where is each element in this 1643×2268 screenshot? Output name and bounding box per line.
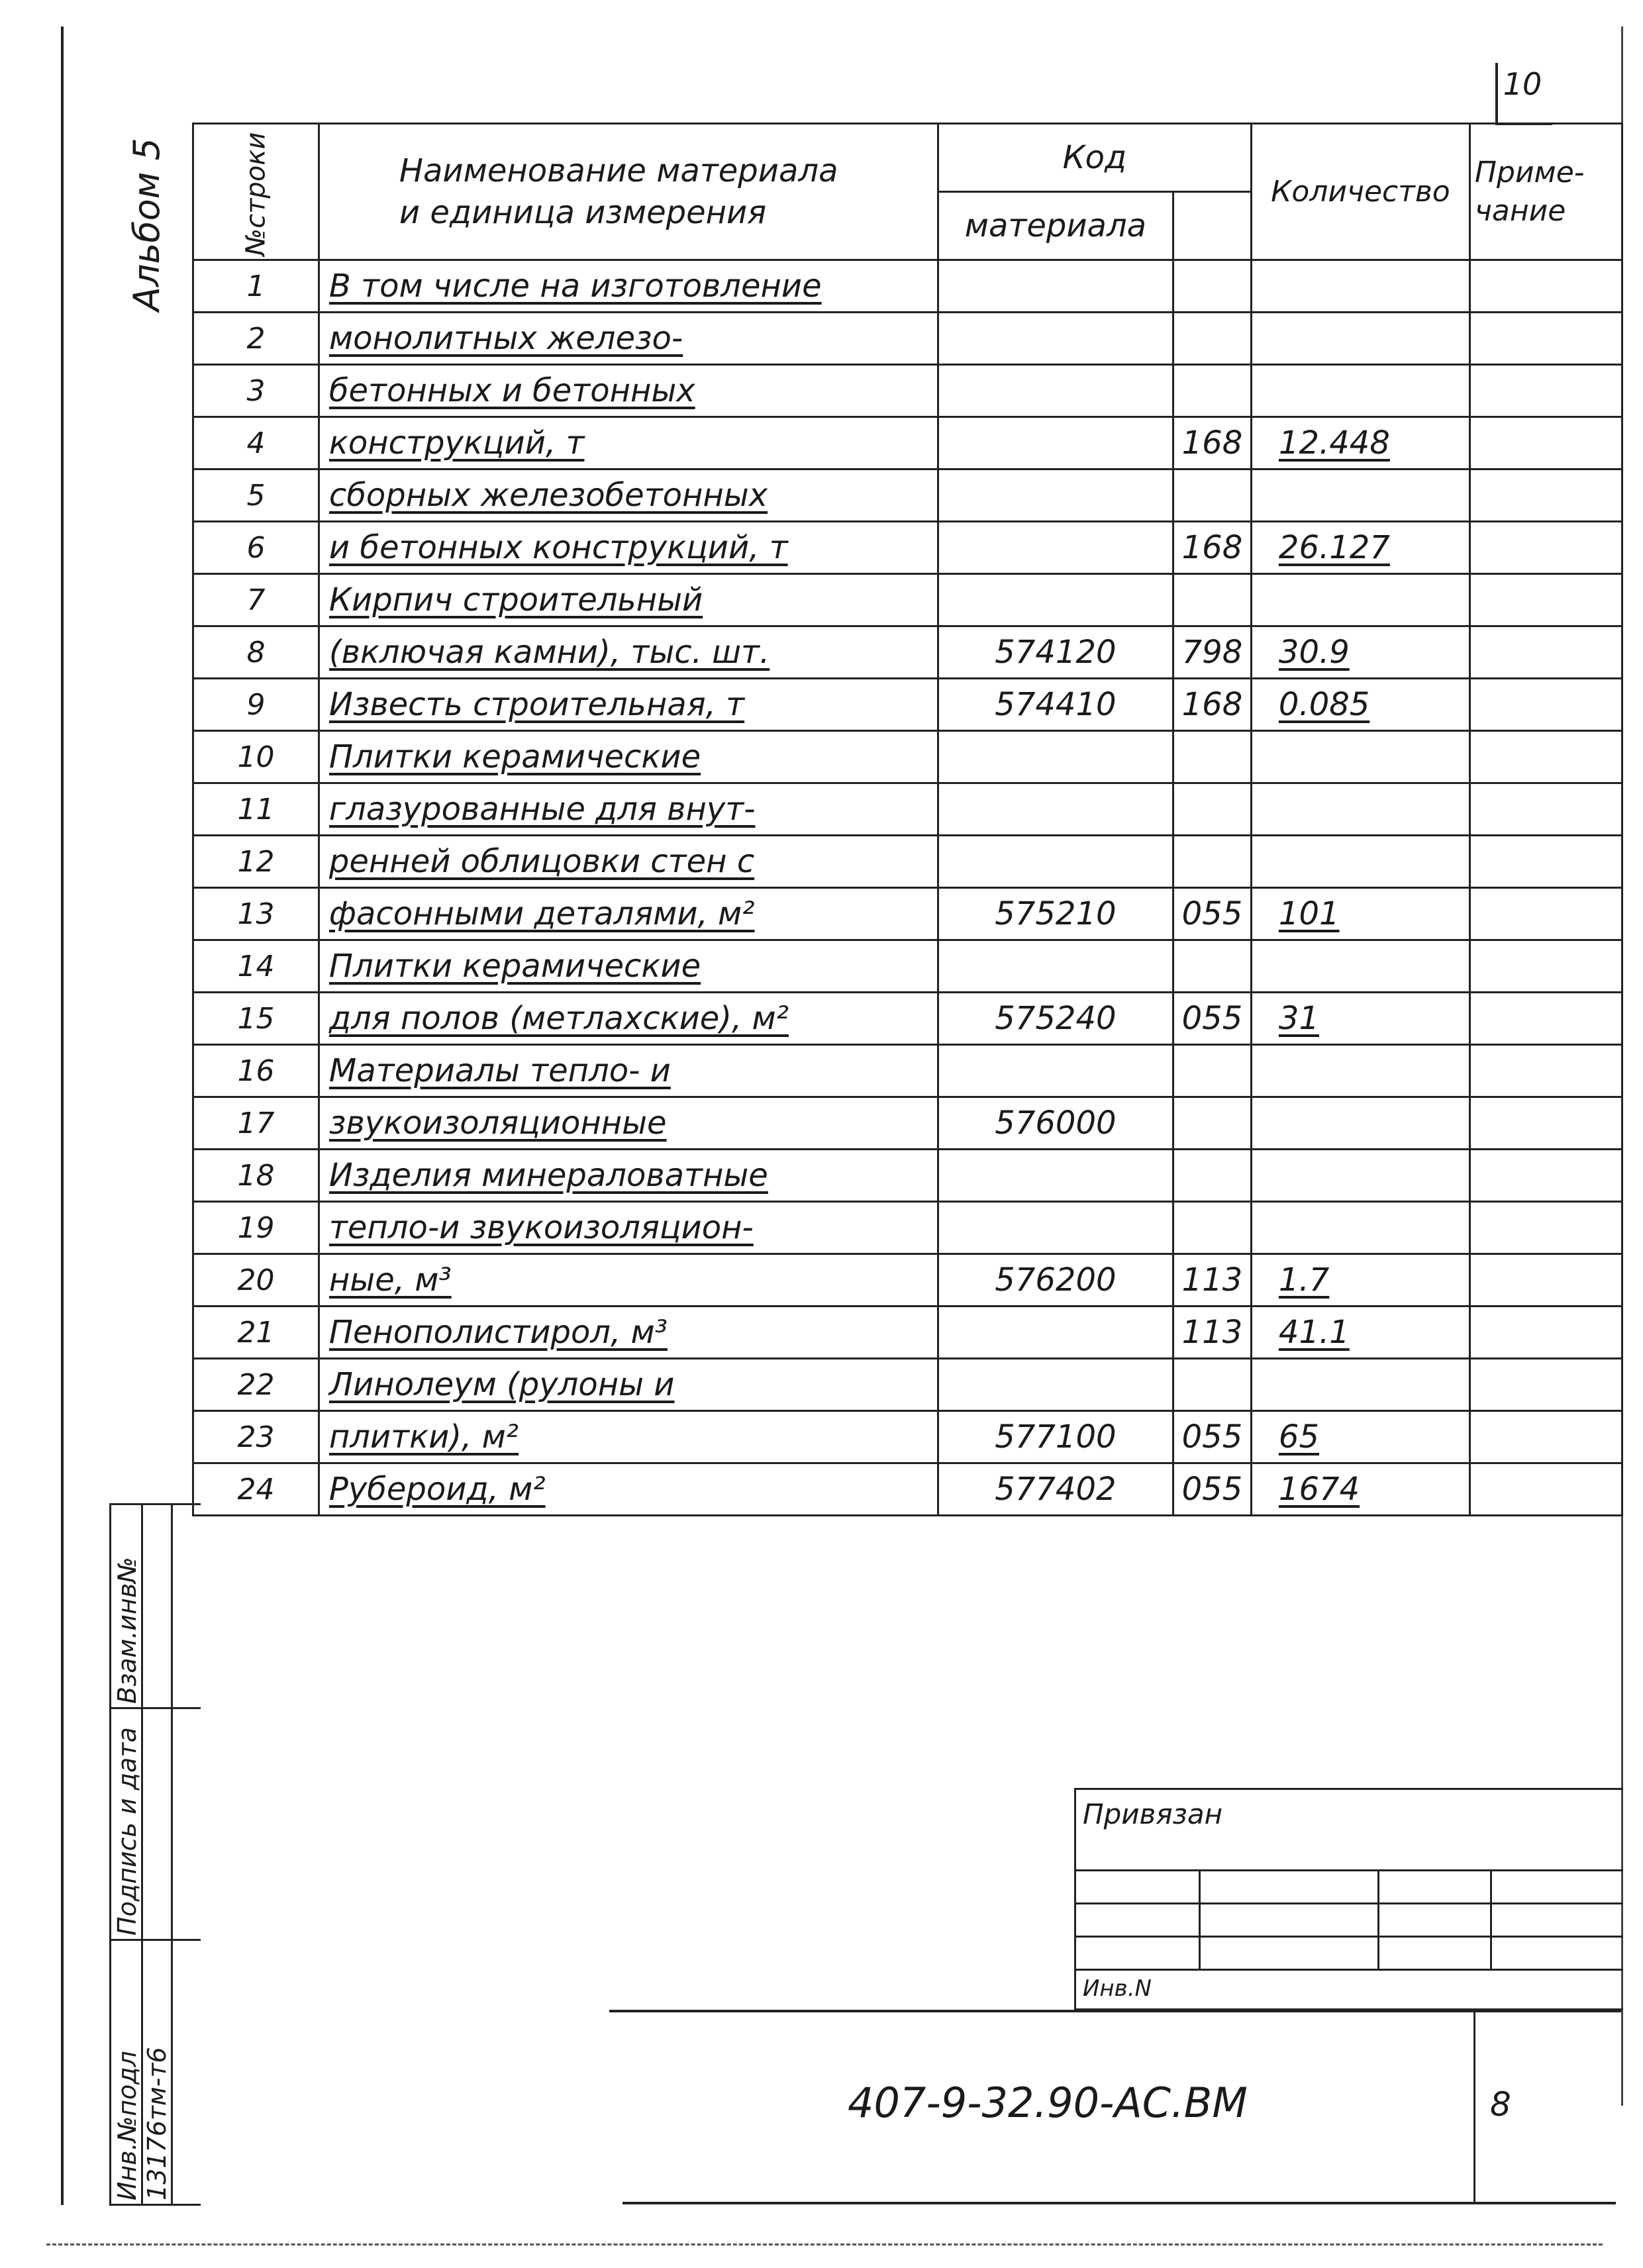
- table-row: [193, 940, 1622, 993]
- cell-row-number: 3: [193, 365, 319, 417]
- cell-quantity: 12.448: [1251, 417, 1469, 469]
- header-quantity: Количество: [1251, 124, 1469, 260]
- table-row: [193, 1097, 1622, 1150]
- binding-block: [1074, 1788, 1623, 2010]
- table-row: [193, 1202, 1622, 1254]
- cell-unit-code: 113: [1173, 1254, 1251, 1307]
- page-number: 10: [1503, 66, 1542, 102]
- table-row: [193, 1254, 1622, 1307]
- cell-material-name: Линолеум (рулоны и: [319, 1359, 938, 1411]
- cell-material-name: для полов (метлахские), м²: [319, 993, 938, 1045]
- table-row: [193, 522, 1622, 574]
- cell-unit-code: [1173, 1097, 1251, 1150]
- cell-note: [1469, 993, 1622, 1045]
- table-row: [193, 888, 1622, 940]
- cell-material-code: 574410: [938, 679, 1173, 731]
- stamp-inv-orig: Инв.№подл: [113, 2051, 142, 2200]
- cell-note: [1469, 260, 1622, 313]
- cell-material-code: [938, 313, 1173, 365]
- cell-quantity: 26.127: [1251, 522, 1469, 574]
- cell-quantity: [1251, 1097, 1469, 1150]
- cell-quantity: [1251, 940, 1469, 993]
- materials-table: [192, 123, 1623, 1516]
- cell-quantity: 0.085: [1251, 679, 1469, 731]
- cell-note: [1469, 679, 1622, 731]
- cell-material-code: [938, 469, 1173, 522]
- sheet-number-divider: [1473, 2012, 1475, 2204]
- binding-vline-2: [1377, 1869, 1379, 1969]
- cell-material-code: [938, 1307, 1173, 1359]
- cell-unit-code: [1173, 836, 1251, 888]
- table-row: [193, 417, 1622, 469]
- cell-row-number: 5: [193, 469, 319, 522]
- binding-line-4: [1076, 1969, 1623, 1971]
- cell-material-name: ные, м³: [319, 1254, 938, 1307]
- stamp-signature-date: Подпись и дата: [113, 1727, 142, 1936]
- cell-material-code: [938, 1202, 1173, 1254]
- cell-note: [1469, 731, 1622, 783]
- cell-unit-code: [1173, 1202, 1251, 1254]
- cell-quantity: [1251, 1045, 1469, 1097]
- cell-unit-code: 055: [1173, 993, 1251, 1045]
- header-row-number: [193, 124, 319, 260]
- table-row: [193, 993, 1622, 1045]
- cell-material-code: [938, 417, 1173, 469]
- cell-unit-code: [1173, 313, 1251, 365]
- cell-quantity: [1251, 783, 1469, 836]
- cell-material-name: ренней облицовки стен с: [319, 836, 938, 888]
- cell-material-name: Пенополистирол, м³: [319, 1307, 938, 1359]
- cell-note: [1469, 940, 1622, 993]
- cell-material-name: конструкций, т: [319, 417, 938, 469]
- binding-line-2: [1076, 1902, 1623, 1904]
- cell-note: [1469, 626, 1622, 679]
- cell-row-number: 18: [193, 1150, 319, 1202]
- cell-unit-code: [1173, 1045, 1251, 1097]
- cell-note: [1469, 574, 1622, 626]
- table-row: [193, 1359, 1622, 1411]
- stamp-divider-2: [111, 1939, 201, 1941]
- cell-material-code: [938, 731, 1173, 783]
- cell-unit-code: [1173, 940, 1251, 993]
- cell-row-number: 10: [193, 731, 319, 783]
- cell-unit-code: [1173, 260, 1251, 313]
- header-code-material: материала: [938, 192, 1173, 260]
- cell-note: [1469, 522, 1622, 574]
- stamp-inv-value: 13176тм-т6: [142, 2047, 172, 2200]
- binding-line-3: [1076, 1936, 1623, 1938]
- cell-unit-code: [1173, 469, 1251, 522]
- header-name-line2: и единица измерения: [399, 193, 767, 231]
- cell-row-number: 8: [193, 626, 319, 679]
- cell-material-code: [938, 1359, 1173, 1411]
- cell-quantity: 65: [1251, 1411, 1469, 1463]
- cell-row-number: 1: [193, 260, 319, 313]
- cell-quantity: [1251, 365, 1469, 417]
- header-row-number-text: №строки: [240, 132, 272, 256]
- header-note: [1469, 124, 1622, 260]
- stamp-divider-1: [111, 1707, 201, 1709]
- cell-row-number: 23: [193, 1411, 319, 1463]
- cell-unit-code: [1173, 1150, 1251, 1202]
- table-row: [193, 1045, 1622, 1097]
- frame-left-line: [61, 26, 64, 2205]
- cell-material-name: В том числе на изготовление: [319, 260, 938, 313]
- cell-material-name: Материалы тепло- и: [319, 1045, 938, 1097]
- stamp-replaced-inv: Взам.инв№: [113, 1557, 142, 1704]
- table-body: [193, 260, 1622, 1516]
- cell-quantity: [1251, 731, 1469, 783]
- cell-material-code: 576000: [938, 1097, 1173, 1150]
- cell-material-name: плитки), м²: [319, 1411, 938, 1463]
- cell-material-name: и бетонных конструкций, т: [319, 522, 938, 574]
- cell-row-number: 14: [193, 940, 319, 993]
- cell-material-code: [938, 1150, 1173, 1202]
- table-row: [193, 1411, 1622, 1463]
- table-row: [193, 679, 1622, 731]
- cell-quantity: 41.1: [1251, 1307, 1469, 1359]
- cell-unit-code: [1173, 783, 1251, 836]
- cell-quantity: [1251, 260, 1469, 313]
- header-name-line1: Наименование материала: [399, 152, 838, 190]
- cell-quantity: [1251, 574, 1469, 626]
- table-row: [193, 574, 1622, 626]
- cell-unit-code: 798: [1173, 626, 1251, 679]
- cell-quantity: [1251, 469, 1469, 522]
- cell-note: [1469, 888, 1622, 940]
- cell-material-name: Кирпич строительный: [319, 574, 938, 626]
- cell-material-code: 574120: [938, 626, 1173, 679]
- cell-material-code: 575210: [938, 888, 1173, 940]
- cell-material-name: (включая камни), тыс. шт.: [319, 626, 938, 679]
- cell-material-code: [938, 574, 1173, 626]
- cell-material-code: [938, 940, 1173, 993]
- cell-material-name: Рубероид, м²: [319, 1463, 938, 1516]
- cell-material-name: Известь строительная, т: [319, 679, 938, 731]
- binding-vline-3: [1490, 1869, 1492, 1969]
- cell-unit-code: 168: [1173, 522, 1251, 574]
- cell-row-number: 4: [193, 417, 319, 469]
- cell-quantity: 1674: [1251, 1463, 1469, 1516]
- cell-row-number: 20: [193, 1254, 319, 1307]
- cell-row-number: 6: [193, 522, 319, 574]
- frame-bottom-edge: [46, 2243, 1603, 2245]
- cell-note: [1469, 1150, 1622, 1202]
- cell-material-name: фасонными деталями, м²: [319, 888, 938, 940]
- cell-unit-code: [1173, 574, 1251, 626]
- binding-line-1: [1076, 1869, 1623, 1871]
- header-code-unit: [1173, 192, 1251, 260]
- cell-note: [1469, 1359, 1622, 1411]
- cell-material-code: [938, 365, 1173, 417]
- cell-row-number: 17: [193, 1097, 319, 1150]
- cell-note: [1469, 1254, 1622, 1307]
- table-row: [193, 626, 1622, 679]
- document-code: 407-9-32.90-АС.ВМ: [848, 2079, 1248, 2127]
- table-row: [193, 1150, 1622, 1202]
- cell-material-name: глазурованные для внут-: [319, 783, 938, 836]
- cell-note: [1469, 417, 1622, 469]
- cell-quantity: [1251, 1150, 1469, 1202]
- table-header-row-1: [193, 124, 1622, 192]
- header-name: [319, 124, 938, 260]
- cell-material-name: бетонных и бетонных: [319, 365, 938, 417]
- cell-note: [1469, 1097, 1622, 1150]
- cell-material-code: 577402: [938, 1463, 1173, 1516]
- cell-note: [1469, 365, 1622, 417]
- cell-note: [1469, 469, 1622, 522]
- header-note-line2: чание: [1474, 193, 1566, 228]
- cell-note: [1469, 1045, 1622, 1097]
- cell-note: [1469, 313, 1622, 365]
- table-row: [193, 1463, 1622, 1516]
- cell-row-number: 7: [193, 574, 319, 626]
- sheet-number: 8: [1490, 2085, 1511, 2124]
- cell-material-code: 575240: [938, 993, 1173, 1045]
- cell-material-code: 576200: [938, 1254, 1173, 1307]
- binding-label: Привязан: [1083, 1798, 1223, 1830]
- table-row: [193, 260, 1622, 313]
- cell-material-code: [938, 783, 1173, 836]
- cell-material-code: [938, 260, 1173, 313]
- cell-quantity: 1.7: [1251, 1254, 1469, 1307]
- cell-row-number: 24: [193, 1463, 319, 1516]
- cell-quantity: [1251, 836, 1469, 888]
- table-row: [193, 1307, 1622, 1359]
- cell-quantity: [1251, 313, 1469, 365]
- cell-material-code: [938, 1045, 1173, 1097]
- cell-row-number: 15: [193, 993, 319, 1045]
- cell-note: [1469, 1463, 1622, 1516]
- header-code: Код: [938, 124, 1251, 192]
- cell-row-number: 16: [193, 1045, 319, 1097]
- cell-material-name: тепло-и звукоизоляцион-: [319, 1202, 938, 1254]
- cell-material-name: звукоизоляционные: [319, 1097, 938, 1150]
- cell-material-code: [938, 836, 1173, 888]
- cell-row-number: 13: [193, 888, 319, 940]
- cell-material-code: [938, 522, 1173, 574]
- cell-unit-code: [1173, 1359, 1251, 1411]
- album-label: Альбом 5: [126, 138, 168, 311]
- cell-quantity: [1251, 1359, 1469, 1411]
- table-row: [193, 836, 1622, 888]
- cell-quantity: 31: [1251, 993, 1469, 1045]
- cell-row-number: 19: [193, 1202, 319, 1254]
- cell-note: [1469, 783, 1622, 836]
- cell-material-code: 577100: [938, 1411, 1173, 1463]
- cell-unit-code: 113: [1173, 1307, 1251, 1359]
- cell-quantity: 30.9: [1251, 626, 1469, 679]
- cell-row-number: 22: [193, 1359, 319, 1411]
- cell-note: [1469, 1307, 1622, 1359]
- cell-unit-code: 055: [1173, 1411, 1251, 1463]
- cell-row-number: 9: [193, 679, 319, 731]
- cell-unit-code: [1173, 731, 1251, 783]
- cell-row-number: 21: [193, 1307, 319, 1359]
- cell-note: [1469, 836, 1622, 888]
- cell-material-name: Плитки керамические: [319, 940, 938, 993]
- header-note-line1: Приме-: [1474, 156, 1585, 190]
- cell-quantity: [1251, 1202, 1469, 1254]
- approval-stamp: [109, 1503, 201, 2206]
- cell-material-name: Изделия минераловатные: [319, 1150, 938, 1202]
- cell-unit-code: 168: [1173, 417, 1251, 469]
- cell-note: [1469, 1202, 1622, 1254]
- cell-row-number: 2: [193, 313, 319, 365]
- table-row: [193, 731, 1622, 783]
- cell-unit-code: 168: [1173, 679, 1251, 731]
- binding-inv-label: Инв.N: [1083, 1975, 1152, 2002]
- cell-unit-code: 055: [1173, 888, 1251, 940]
- cell-row-number: 12: [193, 836, 319, 888]
- cell-unit-code: 055: [1173, 1463, 1251, 1516]
- title-block: [609, 2010, 1621, 2204]
- table-row: [193, 365, 1622, 417]
- cell-row-number: 11: [193, 783, 319, 836]
- cell-note: [1469, 1411, 1622, 1463]
- table-row: [193, 469, 1622, 522]
- cell-material-name: сборных железобетонных: [319, 469, 938, 522]
- binding-vline-1: [1199, 1869, 1201, 1969]
- cell-quantity: 101: [1251, 888, 1469, 940]
- cell-unit-code: [1173, 365, 1251, 417]
- cell-material-name: Плитки керамические: [319, 731, 938, 783]
- table-row: [193, 783, 1622, 836]
- table-row: [193, 313, 1622, 365]
- cell-material-name: монолитных железо-: [319, 313, 938, 365]
